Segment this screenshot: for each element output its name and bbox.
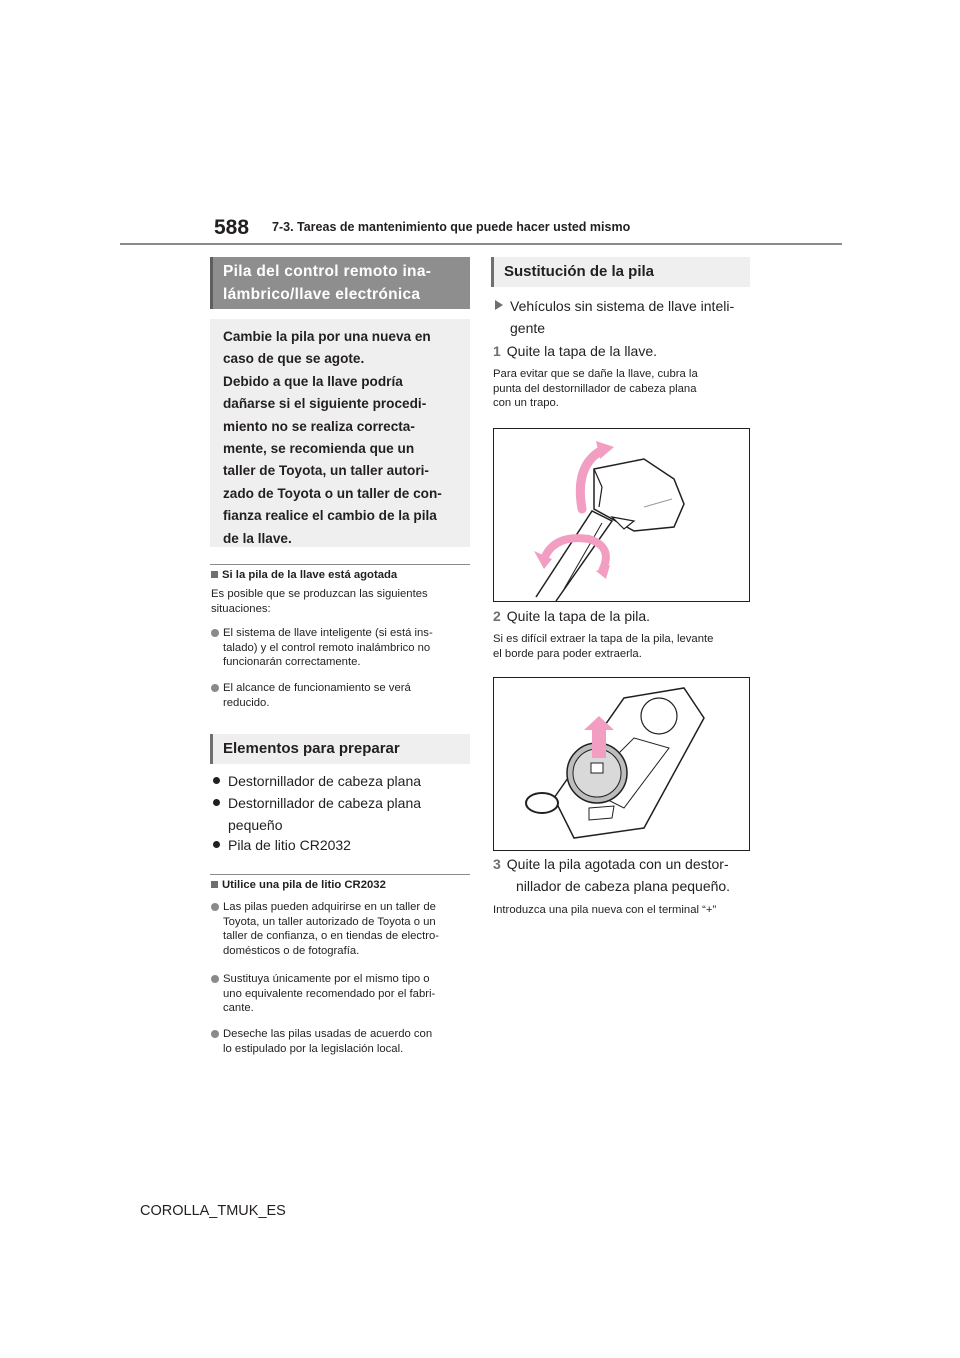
note1-item: [211, 626, 433, 670]
note1-item-line: El sistema de llave inteligente (si está ins-: [223, 627, 433, 639]
note2-item-line: cante.: [223, 1002, 254, 1015]
bullet-dot-icon: [211, 1030, 219, 1038]
prep-item-text: pequeño: [228, 817, 283, 833]
illustration-remove-key-cover: [493, 428, 750, 602]
bullet-dot-icon: [211, 684, 219, 692]
bullet-dot-icon: [211, 903, 219, 911]
prep-item: [211, 792, 421, 836]
step3-text: Quite la pila agotada con un destor-: [506, 856, 729, 872]
step2-note: [493, 632, 713, 661]
footer-code: COROLLA_TMUK_ES: [140, 1203, 286, 1219]
step1-note-line: con un trapo.: [493, 397, 559, 410]
note1-text: [211, 587, 428, 616]
vehicle-condition-line: Vehículos sin sistema de llave inteli-: [510, 298, 735, 314]
note1-item-line: funcionarán correctamente.: [223, 656, 361, 669]
vehicle-condition: [493, 295, 734, 339]
step2-text: Quite la tapa de la pila.: [506, 608, 651, 624]
note1-text-line: situaciones:: [211, 602, 271, 615]
note2-item-line: uno equivalente recomendado por el fabri-: [223, 987, 436, 1000]
header-divider: [120, 243, 842, 245]
step3-note: Introduzca una pila nueva con el terminal “+”: [493, 904, 717, 916]
prep-title: Elementos para preparar: [223, 740, 400, 757]
bullet-dot-icon: [211, 975, 219, 983]
step2-note-line: el borde para poder extraerla.: [493, 647, 642, 660]
prep-item: [211, 770, 421, 792]
note2-item: [211, 900, 439, 958]
step3-number: 3: [493, 856, 501, 872]
note1-text-line: Es posible que se produzcan las siguientes: [211, 588, 428, 600]
bullet-dot-icon: [211, 629, 219, 637]
intro-text: [223, 326, 442, 550]
note2-heading: [211, 879, 386, 891]
intro-line: Cambie la pila por una nueva en: [223, 329, 431, 344]
step1-note: [493, 367, 698, 411]
intro-line: miento no se realiza correcta-: [223, 418, 415, 434]
main-title-line2: lámbrico/llave electrónica: [223, 286, 421, 303]
note2-item-line: Las pilas pueden adquirirse en un taller de: [223, 901, 436, 913]
intro-line: caso de que se agote.: [223, 351, 365, 367]
intro-line: taller de Toyota, un taller autori-: [223, 463, 429, 479]
intro-line: Debido a que la llave podría: [223, 373, 403, 389]
intro-line: zado de Toyota o un taller de con-: [223, 485, 442, 501]
square-bullet-icon: [211, 571, 218, 578]
step1: [493, 340, 657, 362]
page-number: 588: [214, 216, 250, 239]
intro-line: de la llave.: [223, 530, 292, 546]
title-accent-bar: [210, 257, 213, 309]
prep-item-text: Pila de litio CR2032: [228, 837, 351, 853]
replace-title-box: [491, 257, 750, 287]
step1-note-line: punta del destornillador de cabeza plana: [493, 382, 697, 395]
step2-number: 2: [493, 608, 501, 624]
prep-item-text: Destornillador de cabeza plana: [228, 795, 422, 811]
main-title-box: [210, 257, 470, 309]
intro-box: [210, 319, 470, 547]
intro-line: fianza realice el cambio de la pila: [223, 508, 437, 524]
note1-item-line: talado) y el control remoto inalámbrico no: [223, 641, 431, 654]
prep-item-text: Destornillador de cabeza plana: [228, 773, 422, 789]
section-title: 7-3. Tareas de mantenimiento que puede hacer usted mismo: [272, 220, 631, 234]
prep-item: [211, 834, 351, 856]
note1-item: [211, 681, 411, 710]
note1-item-line: El alcance de funcionamiento se verá: [223, 682, 411, 694]
triangle-bullet-icon: [495, 300, 503, 310]
step1-text: Quite la tapa de la llave.: [506, 343, 658, 359]
note2-item-line: taller de confianza, o en tiendas de electro-: [223, 930, 440, 943]
step3-text: nillador de cabeza plana pequeño.: [516, 878, 731, 894]
step3: [493, 853, 730, 897]
step2: [493, 605, 650, 627]
square-bullet-icon: [211, 881, 218, 888]
note2-item-line: lo estipulado por la legislación local.: [223, 1042, 404, 1055]
note2-item-line: Sustituya únicamente por el mismo tipo o: [223, 973, 430, 985]
prep-title-box: [210, 734, 470, 764]
bullet-dot-icon: [213, 777, 220, 784]
note1-divider: [210, 564, 470, 565]
note2-item-line: Deseche las pilas usadas de acuerdo con: [223, 1028, 433, 1040]
vehicle-condition-line: gente: [510, 320, 546, 336]
note2-item: [211, 1027, 432, 1056]
step1-number: 1: [493, 343, 501, 359]
note2-heading-text: Utilice una pila de litio CR2032: [222, 879, 386, 891]
main-title-line1: Pila del control remoto ina-: [223, 263, 432, 280]
intro-line: mente, se recomienda que un: [223, 441, 415, 457]
bullet-dot-icon: [213, 799, 220, 806]
bullet-dot-icon: [213, 841, 220, 848]
replace-title: Sustitución de la pila: [504, 263, 655, 280]
note2-item: [211, 972, 435, 1016]
note1-heading-text: Si la pila de la llave está agotada: [222, 569, 398, 581]
note2-divider: [210, 874, 470, 875]
note2-item-line: Toyota, un taller autorizado de Toyota o un: [223, 915, 436, 928]
note2-item-line: domésticos o de fotografía.: [223, 944, 360, 957]
step2-note-line: Si es difícil extraer la tapa de la pila, levante: [493, 633, 714, 645]
note1-heading: [211, 569, 397, 581]
title-accent-bar: [491, 257, 494, 287]
key-cover-illustration-icon: [494, 429, 749, 601]
intro-line: dañarse si el siguiente procedi-: [223, 396, 427, 412]
step1-note-line: Para evitar que se dañe la llave, cubra la: [493, 368, 698, 380]
title-accent-bar: [210, 734, 213, 764]
note1-item-line: reducido.: [223, 696, 270, 709]
battery-cover-illustration-icon: [494, 678, 749, 850]
illustration-remove-battery-cover: [493, 677, 750, 851]
